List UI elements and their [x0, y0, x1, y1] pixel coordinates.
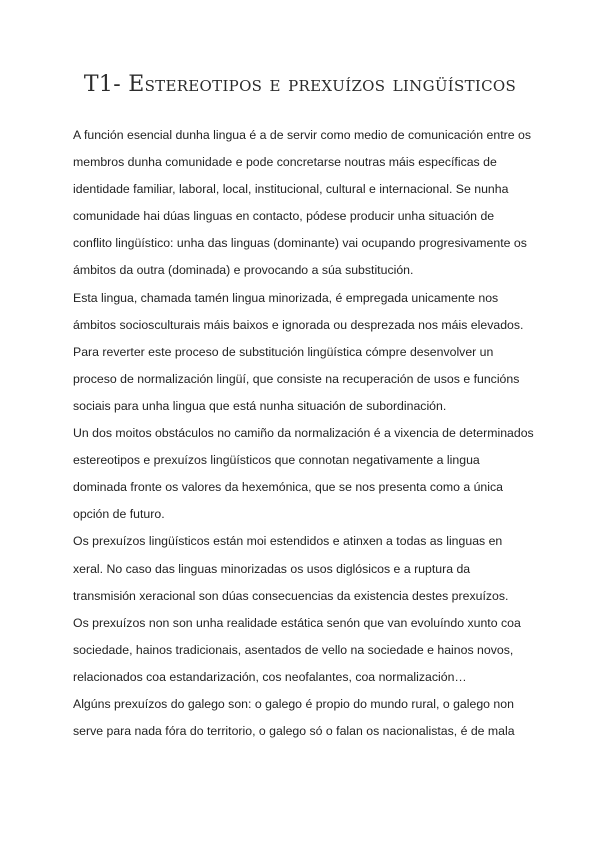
- text-line: ámbitos sociosculturais máis baixos e ignorada ou desprezada nos máis elevados.: [73, 317, 524, 332]
- document-body: [73, 122, 533, 745]
- text-line: Os prexuízos non son unha realidade estática senón que van evoluíndo xunto coa: [73, 615, 521, 630]
- text-line: identidade familiar, laboral, local, institucional, cultural e internacional. Se nunha: [73, 182, 509, 197]
- text-line: Para reverter este proceso de substitución lingüística cómpre desenvolver un: [73, 344, 494, 359]
- text-line: dominada fronte os valores da hexemónica, que se nos presenta como a única: [73, 480, 503, 495]
- text-line: A función esencial dunha lingua é a de servir como medio de comunicación entre os: [73, 128, 531, 142]
- text-line: serve para nada fóra do territorio, o galego só o falan os nacionalistas, é de mala: [73, 724, 515, 739]
- text-line: proceso de normalización lingüí, que consiste na recuperación de usos e funcións: [73, 371, 520, 386]
- text-line: ámbitos da outra (dominada) e provocando a súa substitución.: [73, 263, 414, 278]
- text-line: conflito lingüístico: unha das linguas (dominante) vai ocupando progresivamente os: [73, 236, 527, 251]
- text-line: xeral. No caso das linguas minorizadas os usos diglósicos e a ruptura da: [73, 561, 471, 576]
- text-line: transmisión xeracional son dúas consecuencias da existencia destes prexuízos.: [73, 588, 509, 603]
- text-line: membros dunha comunidade e pode concretarse noutras máis específicas de: [73, 155, 497, 170]
- text-line: Os prexuízos lingüísticos están moi estendidos e atinxen a todas as linguas en: [73, 534, 503, 549]
- text-line: Esta lingua, chamada tamén lingua minorizada, é empregada unicamente nos: [73, 290, 499, 305]
- text-line: sociedade, hainos tradicionais, asentados de vello na sociedade e hainos novos,: [73, 642, 514, 657]
- text-line: Un dos moitos obstáculos no camiño da normalización é a vixencia de determinados: [73, 426, 534, 441]
- document-title: T1- Estereotipos e prexuízos lingüísticos: [83, 72, 517, 97]
- text-line: relacionados coa estandarización, cos neofalantes, coa normalización…: [73, 669, 467, 684]
- text-line: comunidade hai dúas linguas en contacto, pódese producir unha situación de: [73, 209, 495, 224]
- text-line: estereotipos e prexuízos lingüísticos que connotan negativamente a lingua: [73, 453, 480, 468]
- text-line: opción de futuro.: [73, 507, 165, 522]
- text-line: sociais para unha lingua que está nunha situación de subordinación.: [73, 398, 447, 413]
- text-line: Algúns prexuízos do galego son: o galego é propio do mundo rural, o galego non: [73, 696, 514, 711]
